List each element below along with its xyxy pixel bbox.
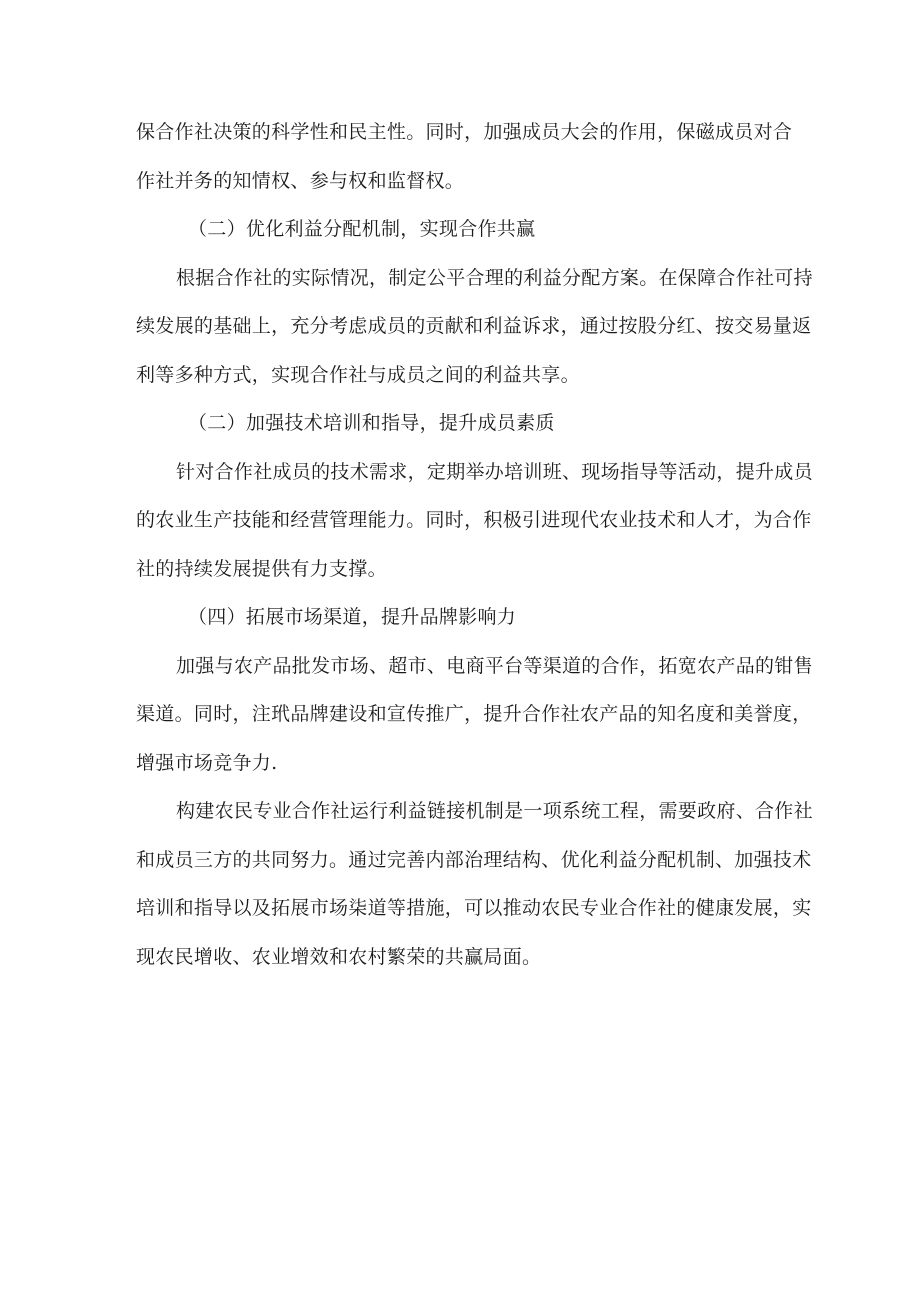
- paragraph-5-line-2: 和成员三方的共同努力。通过完善内部治理结构、优化利益分配机制、加强技术: [136, 848, 812, 871]
- paragraph-5-line-1: 构建农民专业合作社运行利益链接机制是一项系统工程，需要政府、合作社: [176, 800, 813, 822]
- paragraph-1-line-1: 保合作社决策的科学性和民主性。同时，加强成员大会的作用，保磁成员对合: [136, 121, 793, 143]
- paragraph-3-line-3: 社的持续发展提供有力支撑。: [136, 557, 387, 580]
- paragraph-5-line-4: 现农民增收、农业增效和农村繁荣的共赢局面。: [136, 945, 542, 968]
- paragraph-1-line-2: 作社并务的知情权、参与权和监督权。: [136, 169, 465, 192]
- paragraph-2-line-2: 续发展的基础上，充分考虑成员的贡献和利益诉求，通过按股分红、按交易量返: [136, 315, 812, 337]
- paragraph-4-line-3: 增强市场竞争力.: [136, 751, 278, 774]
- section-heading-2: （二）优化利益分配机制，实现合作共赢: [188, 218, 536, 240]
- paragraph-3-line-1: 针对合作社成员的技术需求，定期举办培训班、现场指导等活动，提升成员: [176, 460, 813, 483]
- paragraph-3-line-2: 的农业生产技能和经营管理能力。同时，积极引进现代农业技术和人才，为合作: [136, 509, 812, 531]
- paragraph-4-line-2: 渠道。同时，注玳品牌建设和宣传推广，提升合作社农产品的知名度和美誉度，: [136, 703, 812, 725]
- section-heading-4: （四）拓展市场渠道，提升品牌影响力: [188, 606, 517, 628]
- paragraph-2-line-1: 根据合作社的实际情况，制定公平合理的利益分配方案。在保障合作社可持: [176, 266, 813, 289]
- section-heading-3: （二）加强技术培训和指导，提升成员素质: [188, 412, 555, 434]
- document-body: [136, 108, 813, 981]
- paragraph-5-line-3: 培训和指导以及拓展市场柒道等措施，可以推动农民专业合作社的健康发展，实: [136, 897, 812, 919]
- paragraph-4-line-1: 加强与农产品批发市场、超市、电商平台等渠道的合作，拓宽农产品的钳售: [176, 654, 813, 677]
- paragraph-2-line-3: 利等多种方式，实现合作社与成员之间的利益共享。: [136, 363, 580, 386]
